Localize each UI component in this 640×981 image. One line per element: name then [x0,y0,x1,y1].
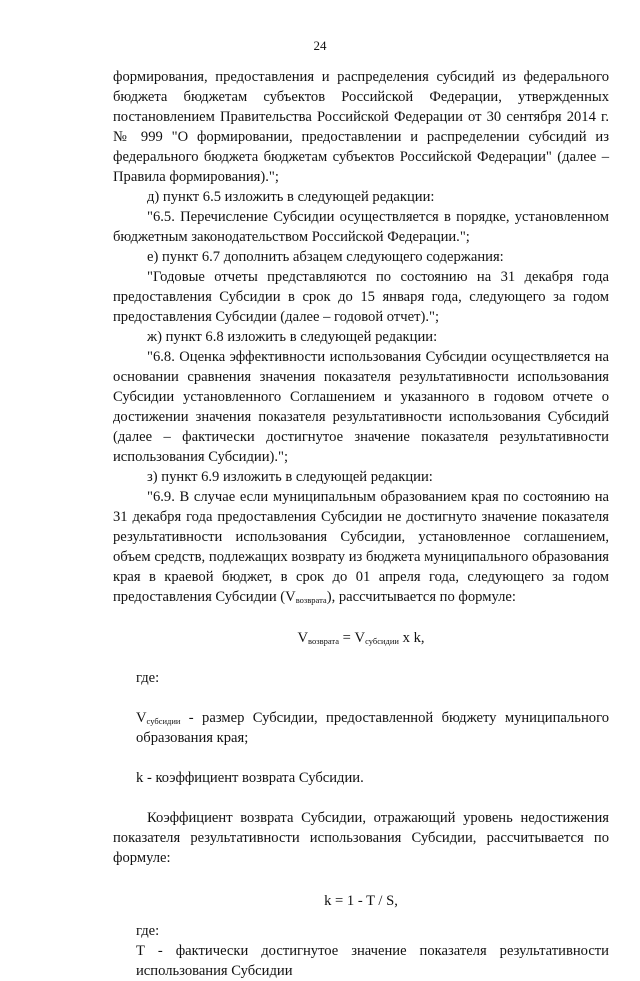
vdef-sub: субсидии [146,716,181,726]
paragraph-item-z: з) пункт 6.9 изложить в следующей редакции: [147,469,433,485]
paragraph-6-9 [113,487,609,607]
paragraph-item-e: е) пункт 6.7 дополнить абзацем следующего содержания: [147,249,504,265]
paragraph-item-zh: ж) пункт 6.8 изложить в следующей редакции: [147,329,438,345]
formula-coefficient: k = 1 - T / S, [324,893,398,909]
document-body [113,67,609,981]
definition-k: k - коэффициент возврата Субсидии. [136,770,364,786]
formula1-rest: x k, [398,630,425,646]
p69-text: "6.9. В случае если муниципальным образованием края по состоянию на 31 декабря года предоставления Субсидии не достигнуто значение показателя результативности использования Субсидии, установленное соглашением, объем средств, подлежащих возврату из бюджета муниципального образования края в краевой бюджет, в срок до 01 апреля года, следующего за годом предоставления Субсидии (V [113,489,609,605]
p69-subscript: возврата [295,595,327,605]
paragraph-6-5: "6.5. Перечисление Субсидии осуществляется в порядке, установленном бюджетным законодательством Российской Федерации."; [113,209,609,245]
formula1-sub-left: возврата [308,636,340,646]
paragraph-rules-continuation: формирования, предоставления и распределения субсидий из федерального бюджета бюджетам субъектов Российской Федерации, утвержденных постановлением Правительства Российской Федерации от 30 сентября 2014 г. № 999 "О формировании, предоставлении и распределении субсидий из федерального бюджета бюджетам субъектов Российской Федерации" (далее – Правила формирования)."; [113,69,609,185]
vdef-v: V [136,710,147,726]
definition-v-subsidy [113,708,609,748]
paragraph-coefficient: Коэффициент возврата Субсидии, отражающий уровень недостижения показателя результативности использования Субсидии, рассчитывается по формуле: [113,810,609,866]
formula1-eq: = V [339,630,366,646]
page-number: 24 [313,38,327,53]
p69-tail: ), рассчитывается по формуле: [326,589,516,605]
where-label-2: где: [136,923,160,939]
where-label-1: где: [136,670,160,686]
formula1-v: V [297,630,309,646]
formula-return-volume [113,628,609,648]
vdef-text: - размер Субсидии, предоставленной бюджету муниципального образования края; [136,710,609,746]
paragraph-item-d: д) пункт 6.5 изложить в следующей редакции: [147,189,435,205]
definition-t: Т - фактически достигнутое значение показателя результативности использования Субсидии [136,943,609,979]
formula1-sub-right: субсидии [365,636,399,646]
paragraph-annual-reports: "Годовые отчеты представляются по состоянию на 31 декабря года предоставления Субсидии в срок до 15 января года, следующего за годом предоставления Субсидии (далее – годовой отчет)."; [113,269,609,325]
paragraph-6-8: "6.8. Оценка эффективности использования Субсидии осуществляется на основании сравнения значения показателя результативности использования Субсидии установленного Соглашением и указанного в годовом отчете о достижении значения показателя результативности использования Субсидий (далее – фактически достигнутое значение показателя результативности использования Субсидии)."; [113,349,609,465]
